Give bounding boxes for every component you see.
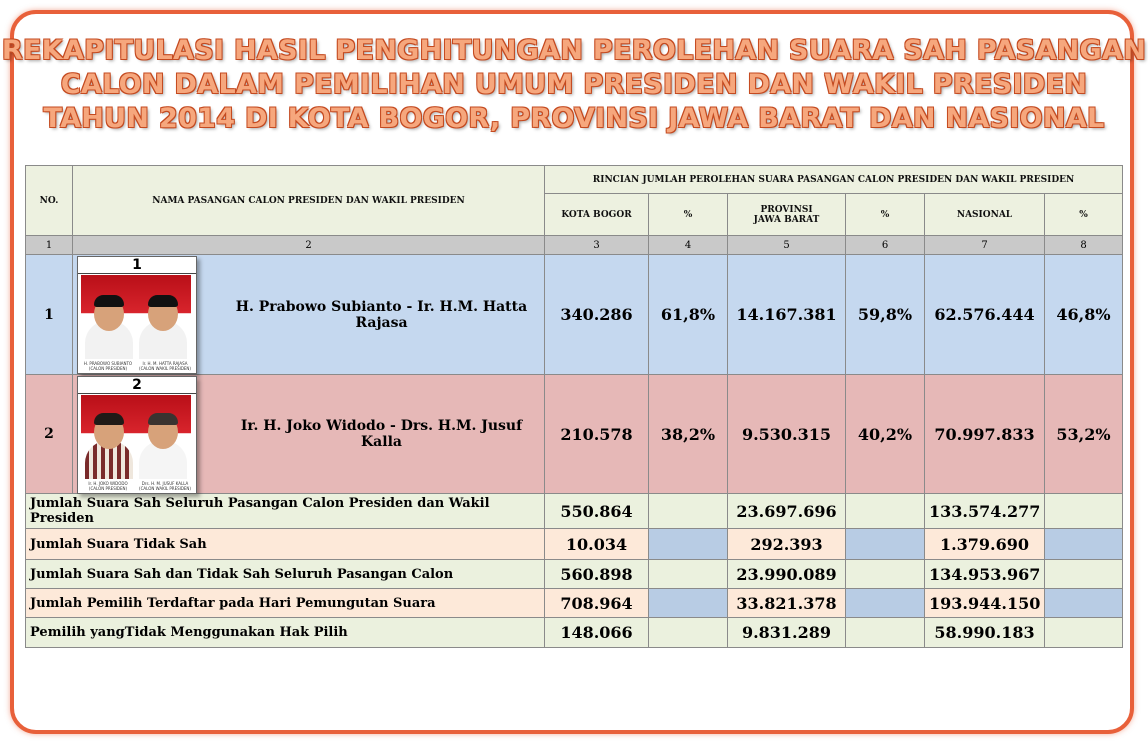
header-rincian: RINCIAN JUMLAH PEROLEHAN SUARA PASANGAN CALON PRESIDEN DAN WAKIL PRESIDEN — [545, 166, 1123, 194]
candidate-no: 1 — [26, 255, 73, 375]
summary-empty — [1045, 560, 1123, 589]
summary-kota: 148.066 — [545, 618, 649, 648]
candidate-name: Ir. H. Joko Widodo - Drs. H.M. Jusuf Kalla — [73, 375, 545, 494]
header-prov-line1: PROVINSI — [760, 204, 813, 215]
summary-nas: 193.944.150 — [925, 589, 1045, 618]
summary-empty — [846, 589, 925, 618]
summary-prov: 23.697.696 — [728, 494, 846, 529]
header-no: NO. — [26, 166, 73, 236]
summary-empty — [649, 618, 728, 648]
header-nas-pct: % — [1045, 194, 1123, 236]
summary-empty — [649, 494, 728, 529]
caption-left-role: (CALON PRESIDEN) — [88, 486, 128, 491]
header-prov-pct: % — [846, 194, 925, 236]
photo-caption-right — [138, 481, 192, 491]
summary-label: Pemilih yangTidak Menggunakan Hak Pilih — [26, 618, 545, 648]
candidate-hair-right — [148, 413, 178, 425]
summary-empty — [846, 529, 925, 560]
summary-nas: 58.990.183 — [925, 618, 1045, 648]
summary-empty — [649, 589, 728, 618]
index-cell: 8 — [1045, 236, 1123, 255]
summary-nas: 1.379.690 — [925, 529, 1045, 560]
summary-empty — [846, 560, 925, 589]
kota-pct: 61,8% — [649, 255, 728, 375]
summary-kota: 560.898 — [545, 560, 649, 589]
page-title — [0, 34, 1148, 136]
photo-caption-right — [138, 361, 192, 371]
header-prov — [728, 194, 846, 236]
summary-row — [26, 618, 1123, 648]
photo-number: 1 — [78, 257, 196, 274]
prov-votes: 14.167.381 — [728, 255, 846, 375]
prov-votes: 9.530.315 — [728, 375, 846, 494]
index-cell: 7 — [925, 236, 1045, 255]
caption-left-name: Ir. H. JOKO WIDODO — [88, 481, 128, 486]
summary-empty — [649, 529, 728, 560]
summary-empty — [1045, 589, 1123, 618]
index-cell: 1 — [26, 236, 73, 255]
summary-empty — [846, 494, 925, 529]
summary-prov: 33.821.378 — [728, 589, 846, 618]
summary-nas: 134.953.967 — [925, 560, 1045, 589]
photo-number: 2 — [78, 377, 196, 394]
photo-background — [81, 395, 191, 479]
summary-label: Jumlah Suara Sah Seluruh Pasangan Calon Presiden dan Wakil Presiden — [26, 494, 545, 529]
summary-kota: 708.964 — [545, 589, 649, 618]
candidate-hat-left — [94, 295, 124, 307]
summary-row — [26, 529, 1123, 560]
photo-caption-left — [81, 361, 135, 371]
summary-label: Jumlah Pemilih Terdaftar pada Hari Pemungutan Suara — [26, 589, 545, 618]
summary-kota: 10.034 — [545, 529, 649, 560]
header-prov-line2: JAWA BARAT — [753, 214, 820, 225]
caption-right-role: (CALON WAKIL PRESIDEN) — [139, 486, 191, 491]
summary-row — [26, 494, 1123, 529]
title-line-1: REKAPITULASI HASIL PENGHITUNGAN PEROLEHAN SUARA SAH PASANGAN — [1, 35, 1147, 66]
index-cell: 2 — [73, 236, 545, 255]
caption-right-role: (CALON WAKIL PRESIDEN) — [139, 366, 191, 371]
index-cell: 5 — [728, 236, 846, 255]
summary-nas: 133.574.277 — [925, 494, 1045, 529]
kota-votes: 340.286 — [545, 255, 649, 375]
summary-empty — [1045, 618, 1123, 648]
candidate-name: H. Prabowo Subianto - Ir. H.M. Hatta Rajasa — [73, 255, 545, 375]
photo-background — [81, 275, 191, 359]
candidate-hair-left — [94, 413, 124, 425]
candidate-hat-right — [148, 295, 178, 307]
summary-row — [26, 589, 1123, 618]
summary-empty — [649, 560, 728, 589]
summary-label: Jumlah Suara Sah dan Tidak Sah Seluruh Pasangan Calon — [26, 560, 545, 589]
nas-pct: 46,8% — [1045, 255, 1123, 375]
prov-pct: 40,2% — [846, 375, 925, 494]
header-kota-pct: % — [649, 194, 728, 236]
summary-prov: 9.831.289 — [728, 618, 846, 648]
summary-prov: 23.990.089 — [728, 560, 846, 589]
title-line-3: TAHUN 2014 DI KOTA BOGOR, PROVINSI JAWA BARAT DAN NASIONAL — [43, 103, 1105, 134]
caption-right-name: Drs. H. M. JUSUF KALLA — [141, 481, 189, 486]
caption-left-role: (CALON PRESIDEN) — [88, 366, 128, 371]
nas-pct: 53,2% — [1045, 375, 1123, 494]
kota-votes: 210.578 — [545, 375, 649, 494]
prov-pct: 59,8% — [846, 255, 925, 375]
summary-empty — [846, 618, 925, 648]
index-cell: 6 — [846, 236, 925, 255]
kota-pct: 38,2% — [649, 375, 728, 494]
summary-prov: 292.393 — [728, 529, 846, 560]
summary-empty — [1045, 529, 1123, 560]
candidate-photo-1 — [77, 256, 197, 374]
nas-votes: 70.997.833 — [925, 375, 1045, 494]
index-cell: 3 — [545, 236, 649, 255]
index-cell: 4 — [649, 236, 728, 255]
title-line-2: CALON DALAM PEMILIHAN UMUM PRESIDEN DAN WAKIL PRESIDEN — [60, 69, 1088, 100]
caption-right-name: Ir. H. M. HATTA RAJASA — [142, 361, 188, 366]
header-kota: KOTA BOGOR — [545, 194, 649, 236]
summary-row — [26, 560, 1123, 589]
summary-label: Jumlah Suara Tidak Sah — [26, 529, 545, 560]
caption-left-name: H. PRABOWO SUBIANTO — [83, 361, 133, 366]
candidate-photo-2 — [77, 376, 197, 494]
header-nasional: NASIONAL — [925, 194, 1045, 236]
summary-empty — [1045, 494, 1123, 529]
summary-kota: 550.864 — [545, 494, 649, 529]
candidate-no: 2 — [26, 375, 73, 494]
nas-votes: 62.576.444 — [925, 255, 1045, 375]
header-name: NAMA PASANGAN CALON PRESIDEN DAN WAKIL PRESIDEN — [73, 166, 545, 236]
photo-caption-left — [81, 481, 135, 491]
